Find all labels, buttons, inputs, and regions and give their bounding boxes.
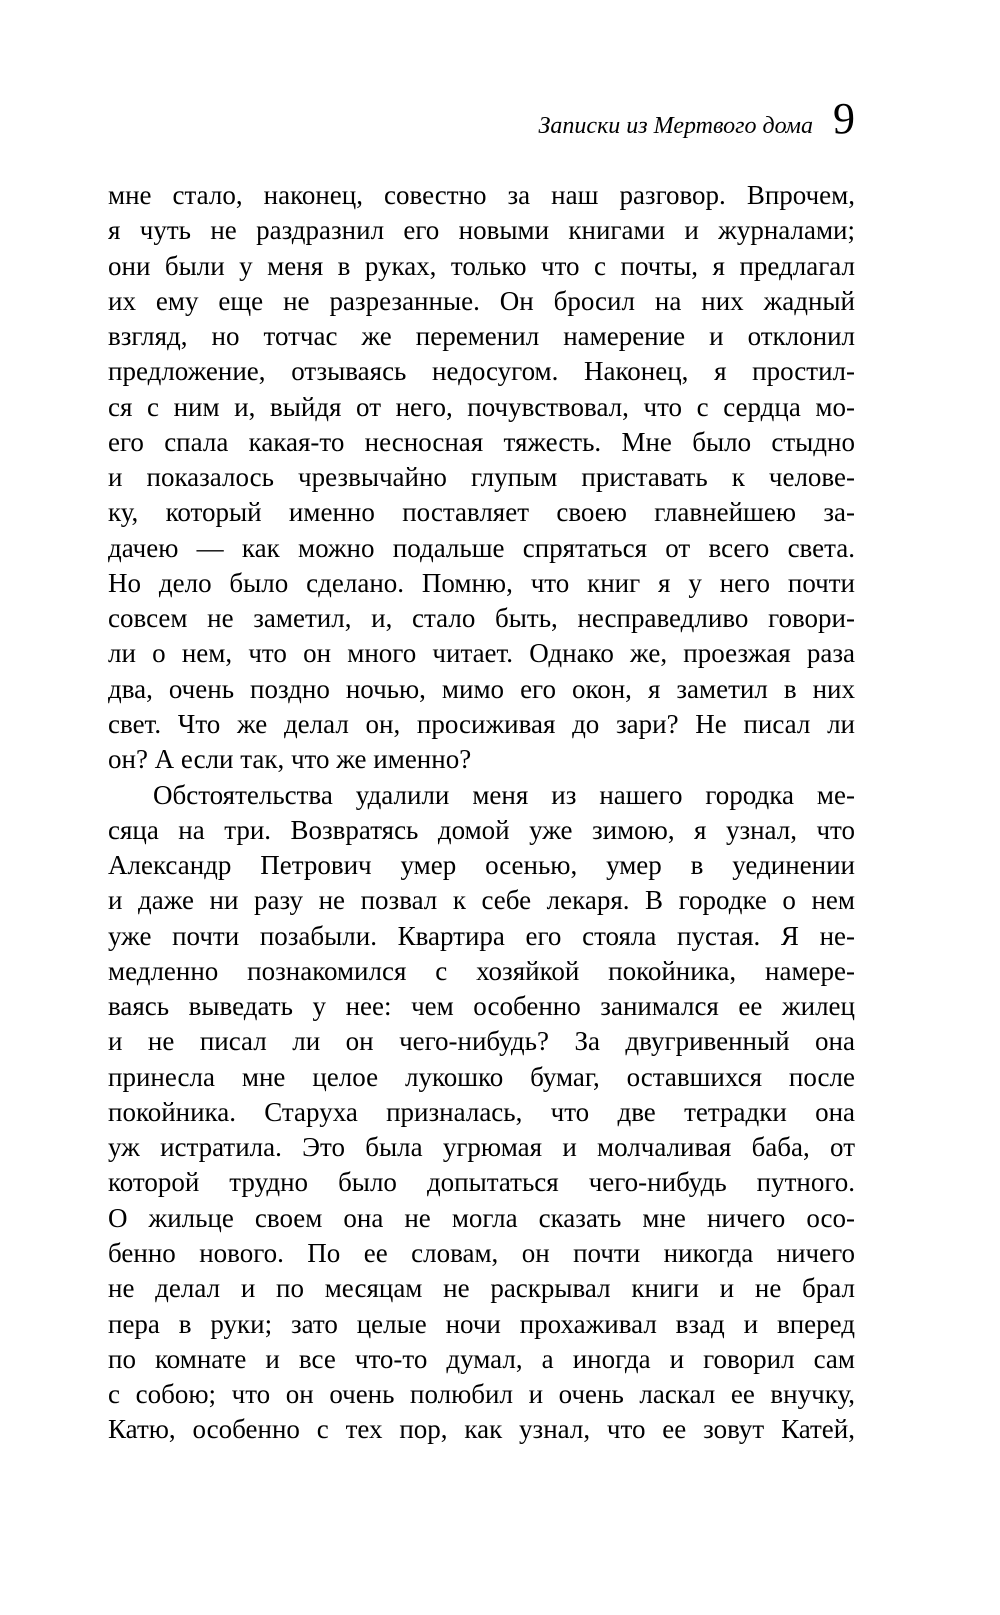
text-line: он? А если так, что же именно?	[108, 744, 472, 775]
text-line: ваясь выведать у нее: чем особенно занимался ее жилец	[108, 991, 855, 1022]
text-line: они были у меня в руках, только что с почты, я предлагал	[108, 250, 855, 281]
text-line: и даже ни разу не позвал к себе лекаря. В городке о нем	[108, 885, 855, 916]
text-line: дачею — как можно подальше спрятаться от всего света.	[108, 532, 855, 563]
text-line: О жильце своем она не могла сказать мне ничего осо-	[108, 1202, 855, 1233]
text-line: Катю, особенно с тех пор, как узнал, что ее зовут Катей,	[108, 1414, 855, 1445]
text-line: совсем не заметил, и, стало быть, несправедливо говори-	[108, 603, 855, 634]
text-line: взгляд, но тотчас же переменил намерение и отклонил	[108, 321, 855, 352]
text-line: ся с ним и, выйдя от него, почувствовал, что с сердца мо-	[108, 391, 855, 422]
page-header	[108, 95, 855, 153]
text-line: покойника. Старуха призналась, что две тетрадки она	[108, 1096, 855, 1127]
text-line: его спала какая-то несносная тяжесть. Мне было стыдно	[108, 426, 855, 457]
text-line: я чуть не раздразнил его новыми книгами и журналами;	[108, 215, 855, 246]
text-line: и не писал ли он чего-нибудь? За двугривенный она	[108, 1026, 855, 1057]
text-line: бенно нового. По ее словам, он почти никогда ничего	[108, 1237, 855, 1268]
text-line: два, очень поздно ночью, мимо его окон, я заметил в них	[108, 673, 855, 704]
text-line: уже почти позабыли. Квартира его стояла пустая. Я не-	[108, 920, 855, 951]
text-line: предложение, отзываясь недосугом. Наконец, я простил-	[108, 356, 855, 387]
text-line: принесла мне целое лукошко бумаг, оставшихся после	[108, 1061, 855, 1092]
text-line: их ему еще не разрезанные. Он бросил на них жадный	[108, 285, 855, 316]
text-line: свет. Что же делал он, просиживая до зари? Не писал ли	[108, 708, 855, 739]
text-line: мне стало, наконец, совестно за наш разговор. Впрочем,	[108, 180, 855, 210]
text-line: пера в руки; зато целые ночи прохаживал взад и вперед	[108, 1308, 855, 1339]
text-line: Обстоятельства удалили меня из нашего городка ме-	[153, 779, 855, 810]
text-line: с собою; что он очень полюбил и очень ласкал ее внучку,	[108, 1379, 855, 1410]
text-line: сяца на три. Возвратясь домой уже зимою, я узнал, что	[108, 814, 855, 845]
page-number: 9	[833, 94, 855, 143]
text-line: медленно познакомился с хозяйкой покойника, намере-	[108, 955, 855, 986]
running-title: Записки из Мертвого дома	[538, 113, 813, 139]
text-line: и показалось чрезвычайно глупым приставать к челове-	[108, 462, 855, 493]
text-line: которой трудно было допытаться чего-нибудь путного.	[108, 1167, 855, 1198]
text-line: Александр Петрович умер осенью, умер в уединении	[108, 850, 855, 881]
text-line: Но дело было сделано. Помню, что книг я у него почти	[108, 567, 855, 598]
text-line: не делал и по месяцам не раскрывал книги и не брал	[108, 1273, 855, 1304]
text-line: по комнате и все что-то думал, а иногда и говорил сам	[108, 1343, 855, 1374]
text-line: ли о нем, что он много читает. Однако же, проезжая раза	[108, 638, 855, 669]
text-line: ку, который именно поставляет своею главнейшею за-	[108, 497, 855, 528]
text-line: уж истратила. Это была угрюмая и молчаливая баба, от	[108, 1132, 855, 1163]
page-body	[108, 178, 855, 1448]
